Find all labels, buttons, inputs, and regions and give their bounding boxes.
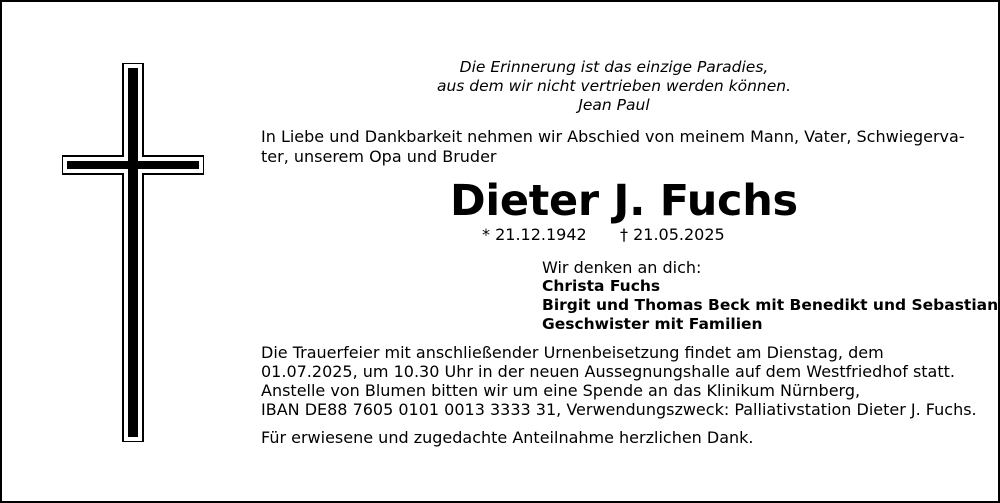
- quote-line: aus dem wir nicht vertrieben werden können.: [436, 77, 792, 95]
- service-line: Anstelle von Blumen bitten wir um eine Spende an das Klinikum Nürnberg,: [261, 381, 861, 400]
- family-heading: Wir denken an dich:: [542, 258, 702, 277]
- quote-author: Jean Paul: [578, 96, 650, 114]
- intro-line: In Liebe und Dankbarkeit nehmen wir Abschied von meinem Mann, Vater, Schwiegerva-: [261, 127, 965, 146]
- intro-text: [261, 127, 981, 167]
- intro-line: ter, unserem Opa und Bruder: [261, 147, 497, 166]
- service-line: Die Trauerfeier mit anschließender Urnenbeisetzung findet am Dienstag, dem: [261, 343, 884, 362]
- service-details: [261, 343, 981, 419]
- family-member: Geschwister mit Familien: [542, 315, 763, 333]
- service-line: IBAN DE88 7605 0101 0013 3333 31, Verwendungszweck: Palliativstation Dieter J. Fuchs.: [261, 400, 977, 419]
- quote-line: Die Erinnerung ist das einzige Paradies,: [459, 58, 769, 76]
- cross-icon: [62, 63, 204, 442]
- family-member: Christa Fuchs: [542, 277, 661, 295]
- service-line: 01.07.2025, um 10.30 Uhr in der neuen Aussegnungshalle auf dem Westfriedhof statt.: [261, 362, 955, 381]
- epigraph-quote: [0, 58, 1000, 115]
- birth-date: * 21.12.1942: [482, 225, 587, 244]
- family-member: Birgit und Thomas Beck mit Benedikt und Sebastian: [542, 296, 999, 314]
- death-date: † 21.05.2025: [620, 225, 725, 244]
- family-section: [542, 258, 998, 334]
- thanks-text: Für erwiesene und zugedachte Anteilnahme herzlichen Dank.: [261, 428, 754, 447]
- deceased-name: Dieter J. Fuchs: [450, 176, 798, 226]
